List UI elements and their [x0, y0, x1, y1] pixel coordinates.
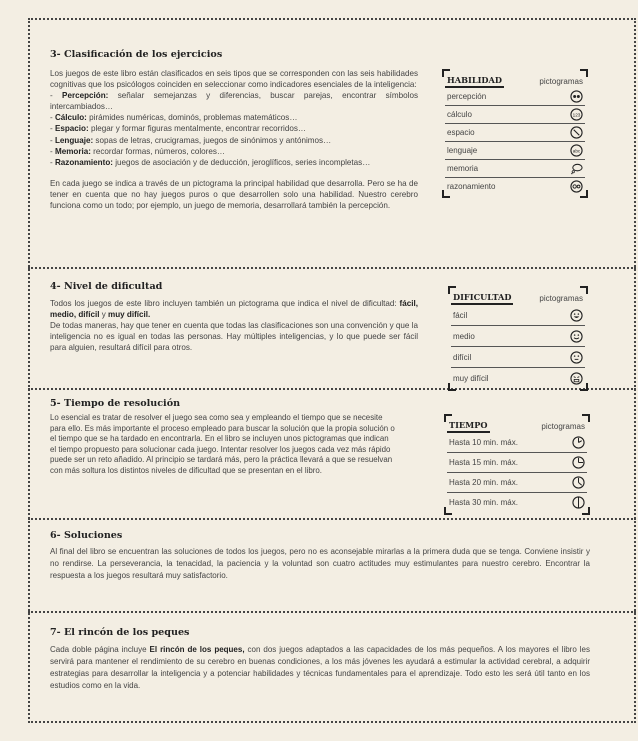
very-happy-face-icon: [570, 309, 583, 322]
box-row: medio: [451, 326, 585, 347]
section-6-title: 6- Soluciones: [50, 530, 123, 541]
thought-bubble-icon: [570, 162, 583, 175]
ability-item: - Memoria: recordar formas, números, colores…: [50, 146, 225, 156]
section-7-title: 7- El rincón de los peques: [50, 627, 190, 638]
box-row: Hasta 30 min. máx.: [447, 493, 587, 512]
section-4-text: [50, 298, 418, 353]
box-row: Hasta 20 min. máx.: [447, 473, 587, 493]
section-6-text: [50, 546, 590, 582]
box-header: TIEMPO: [447, 420, 490, 433]
time-pictogram-box: [447, 417, 587, 512]
eye-icon: [570, 90, 583, 103]
box-row: difícil: [451, 347, 585, 368]
section-divider: [28, 267, 636, 269]
section-divider: [28, 611, 636, 613]
ability-list: [50, 90, 418, 168]
compass-icon: [570, 126, 583, 139]
section-5-text: [50, 413, 395, 477]
box-row: percepción: [445, 88, 585, 106]
box-header: HABILIDAD: [445, 75, 504, 88]
box-row: muy difícil: [451, 368, 585, 388]
svg-text:123: 123: [572, 112, 581, 118]
svg-text:abc: abc: [572, 148, 581, 154]
box-row: cálculo 123: [445, 106, 585, 124]
box-row: lenguaje abc: [445, 142, 585, 160]
box-header: DIFICULTAD: [451, 292, 513, 305]
ability-item: - Espacio: plegar y formar figuras mentalmente, encontrar recorridos…: [50, 124, 306, 134]
box-header-pict: pictogramas: [539, 294, 583, 303]
ability-item: - Lenguaje: sopas de letras, crucigramas, juegos de sinónimos y antónimos…: [50, 135, 332, 145]
section-divider: [28, 518, 636, 520]
clock-15-icon: [572, 456, 585, 469]
box-row: fácil: [451, 305, 585, 326]
abc-icon: [570, 144, 583, 157]
difficulty-pictogram-box: [451, 289, 585, 388]
box-row: Hasta 10 min. máx.: [447, 433, 587, 453]
section-4-para2: De todas maneras, hay que tener en cuenta que todas las clasificaciones son una convención y que la inteligencia no es igual en todas las personas. Hay múltiples inteligencias, y lo que puede ser fácil para alguien, resultará difícil para otros.: [50, 321, 418, 353]
ability-item: - Percepción: señalar semejanzas y diferencias, buscar parejas, encontrar símbolos intercambiados…: [50, 91, 418, 112]
neutral-face-icon: [570, 351, 583, 364]
box-header-pict: pictogramas: [541, 422, 585, 431]
section-5-title: 5- Tiempo de resolución: [50, 398, 181, 409]
ability-pictogram-box: [445, 72, 585, 195]
clock-10-icon: [572, 436, 585, 449]
box-row: Hasta 15 min. máx.: [447, 453, 587, 473]
box-row: espacio: [445, 124, 585, 142]
ability-item: - Razonamiento: juegos de asociación y de deducción, jeroglíficos, series incompletas…: [50, 157, 371, 167]
section-7-text: [50, 644, 590, 692]
section-3-title: 3- Clasificación de los ejercicios: [50, 49, 223, 60]
section-3-intro: Los juegos de este libro están clasificados en seis tipos que se corresponden con las seis habilidades cognitivas que los psicólogos coinciden en seleccionar como indicadores esenciales de la inteligencia:: [50, 69, 418, 90]
box-header-pict: pictogramas: [539, 77, 583, 86]
clock-20-icon: [572, 476, 585, 489]
ability-item: - Cálculo: pirámides numéricas, dominós, problemas matemáticos…: [50, 113, 298, 123]
smile-face-icon: [570, 330, 583, 343]
section-4-title: 4- Nivel de dificultad: [50, 281, 163, 292]
section-6-para: Al final del libro se encuentran las soluciones de todos los juegos, pero no es aconsejable mirarlas a la primera duda que se tenga. Conviene insistir y no rendirse. La perseverancia, la tenacidad, la paciencia y la voluntad son cuatro actitudes muy estimulantes para nuestro cerebro. Encontrar la respuesta a los juegos resultará muy satisfactorio.: [50, 547, 590, 580]
section-7-para: Cada doble página incluye El rincón de los peques, con dos juegos adaptados a las capacidades de los más pequeños. A los mayores el libro les servirá para mantener el rendimiento de su cerebro en buenas condiciones, a los más jóvenes les ayudará a estimular la actividad cerebral, a adquirir estrategias para desarrollar la inteligencia y a potenciar habilidades y técnicas fundamentales para el aprendizaje. Todo esto les será útil tanto en los estudios como en la vida.: [50, 645, 590, 690]
numbers-icon: [570, 108, 583, 121]
section-divider: [28, 388, 636, 390]
section-3-para2: En cada juego se indica a través de un pictograma la principal habilidad que desarrolla. Pero se ha de tener en cuenta que no hay juegos puros o que desarrollen solo una habilidad. Nuestro cerebro funciona como un todo; por ejemplo, un juego de memoria, desarrollará también la percepción.: [50, 178, 418, 211]
section-5-para: Lo esencial es tratar de resolver el juego sea como sea y empleando el tiempo que se necesite para ello. Es más importante el proceso empleado para buscar la solución que la propia solución o el tiempo que se ha tardado en encontrarla. En el libro se incluyen unos pictogramas que indican el tiempo propuesto para solucionar cada juego. Intentar resolver los juegos cada vez más rápido puede ser un reto añadido. Al principio se tardará más, pero la práctica llevará a que se resuelvan con más soltura los distintos niveles de dificultad que se presentan en el libro.: [50, 413, 395, 475]
box-row: razonamiento: [445, 178, 585, 195]
section-3-text: [50, 68, 418, 211]
box-row: memoria: [445, 160, 585, 178]
section-4-para1: Todos los juegos de este libro incluyen también un pictograma que indica el nivel de dificultad: fácil, medio, difícil y muy difícil.: [50, 299, 418, 320]
